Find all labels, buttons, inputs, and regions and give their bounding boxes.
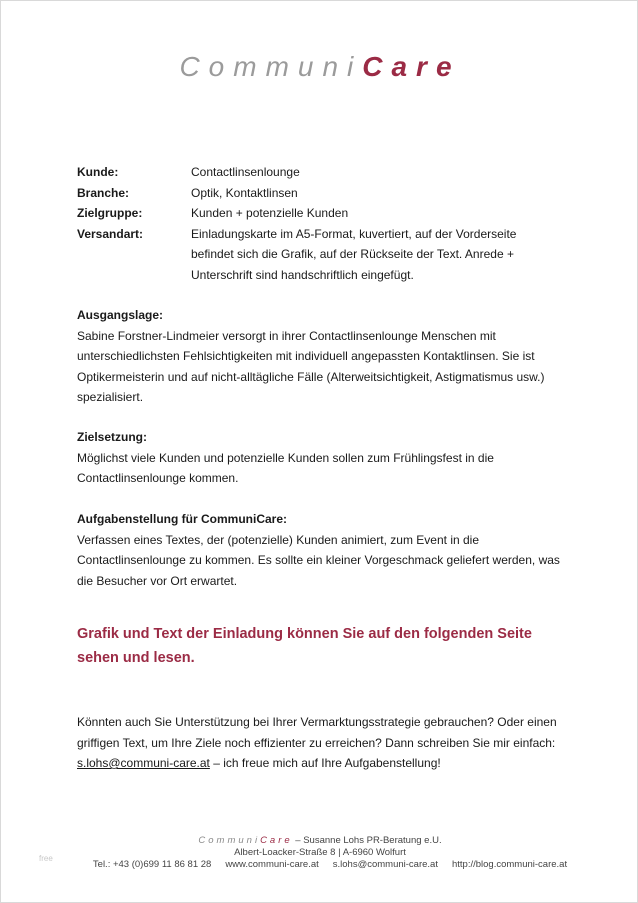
section-text-zielsetzung: Möglichst viele Kunden und potenzielle Kunden sollen zum Frühlingsfest in die Contactlinsenlounge kommen.	[77, 450, 494, 485]
section-text-aufgabenstellung: Verfassen eines Textes, der (potenzielle) Kunden animiert, zum Event in die Contactlinsenlounge zu kommen. Es sollte ein kleiner Vorgeschmack geliefert werden, was die Besucher vor Ort erwartet.	[77, 532, 560, 588]
section-text-ausgangslage: Sabine Forstner-Lindmeier versorgt in ihrer Contactlinsenlounge Menschen mit unterschiedlichsten Fehlsichtigkeiten mit individuell angepassten Kontaktlinsen. Sie ist Optikermeisterin und auf nicht-alltägliche Fälle (Alterweitsichtigkeit, Astigmatismus usw.) spezialisiert.	[77, 328, 545, 404]
email-link[interactable]: s.lohs@communi-care.at	[77, 756, 210, 770]
meta-key-versandart: Versandart	[77, 226, 140, 241]
section-title-zielsetzung: Zielsetzung	[77, 430, 144, 444]
closing-after: – ich freue mich auf Ihre Aufgabenstellung!	[209, 756, 441, 770]
side-watermark: free	[39, 854, 53, 863]
logo-part-care: Care	[362, 51, 461, 82]
meta-value-branche: Optik, Kontaktlinsen	[191, 185, 298, 200]
meta-value-kunde: Contactlinsenlounge	[191, 165, 300, 179]
closing-paragraph	[77, 712, 567, 774]
section-title-ausgangslage: Ausgangslage	[77, 308, 160, 322]
footer-contacts	[1, 859, 638, 871]
meta-value-zielgruppe: Kunden + potenzielle Kunden	[191, 206, 349, 220]
section-title-aufgabenstellung: Aufgabenstellung für CommuniCare:	[77, 512, 288, 526]
closing-text: Könnten auch Sie Unterstützung bei Ihrer Vermarktungsstrategie gebrauchen? Oder einen griffigen Text, um Ihre Ziele noch effizienter zu erreichen? Dann schreiben Sie mir einfach:	[77, 715, 557, 750]
meta-key-kunde: Kunde	[77, 165, 115, 179]
page-footer	[1, 835, 638, 871]
meta-key-branche: Branche	[77, 185, 126, 200]
footer-address: Albert-Loacker-Straße 8 | A-6960 Wolfurt	[234, 847, 406, 858]
footer-owner: – Susanne Lohs PR-Beratung e.U.	[295, 835, 442, 846]
footer-brand: CommuniCare	[198, 835, 293, 846]
section-zielsetzung: Zielsetzung: Möglichst viele Kunden und potenzielle Kunden sollen zum Frühlingsfest in die Contactlinsenlounge kommen.	[77, 427, 567, 489]
footer-email-link[interactable]: s.lohs@communi-care.at	[332, 859, 438, 870]
section-aufgabenstellung	[77, 509, 567, 591]
meta-row-versandart: Versandart: Einladungskarte im A5-Format, kuvertiert, auf der Vorderseite befindet sich die Grafik, auf der Rückseite der Text. Anrede + Unterschrift sind handschriftlich eingefügt.	[77, 224, 561, 286]
logo-part-communi: Communi	[179, 51, 363, 82]
meta-key-zielgruppe: Zielgruppe	[77, 206, 139, 220]
meta-value-versandart: Einladungskarte im A5-Format, kuvertiert, auf der Vorderseite befindet sich die Grafik, auf der Rückseite der Text. Anrede + Unterschrift sind handschriftlich eingefügt.	[191, 226, 517, 282]
highlight-note: Grafik und Text der Einladung können Sie auf den folgenden Seite sehen und lesen.	[77, 626, 532, 666]
footer-web-link[interactable]: www.communi-care.at	[225, 859, 319, 870]
project-meta	[77, 162, 561, 285]
footer-phone: Tel.: +43 (0)699 11 86 81 28	[92, 859, 212, 870]
brand-logo	[1, 51, 638, 83]
footer-blog-link[interactable]: http://blog.communi-care.at	[451, 859, 568, 870]
meta-row-zielgruppe: Zielgruppe: Kunden + potenzielle Kunden	[77, 203, 561, 224]
meta-row-kunde: Kunde: Contactlinsenlounge	[77, 162, 561, 183]
meta-row-branche: Branche: Optik, Kontaktlinsen	[77, 183, 561, 204]
section-ausgangslage: Ausgangslage: Sabine Forstner-Lindmeier versorgt in ihrer Contactlinsenlounge Menschen mit unterschiedlichsten Fehlsichtigkeiten mit individuell angepassten Kontaktlinsen. Sie ist Optikermeisterin und auf nicht-alltägliche Fälle (Alterweitsichtigkeit, Astigmatismus usw.) spezialisiert.	[77, 305, 567, 408]
